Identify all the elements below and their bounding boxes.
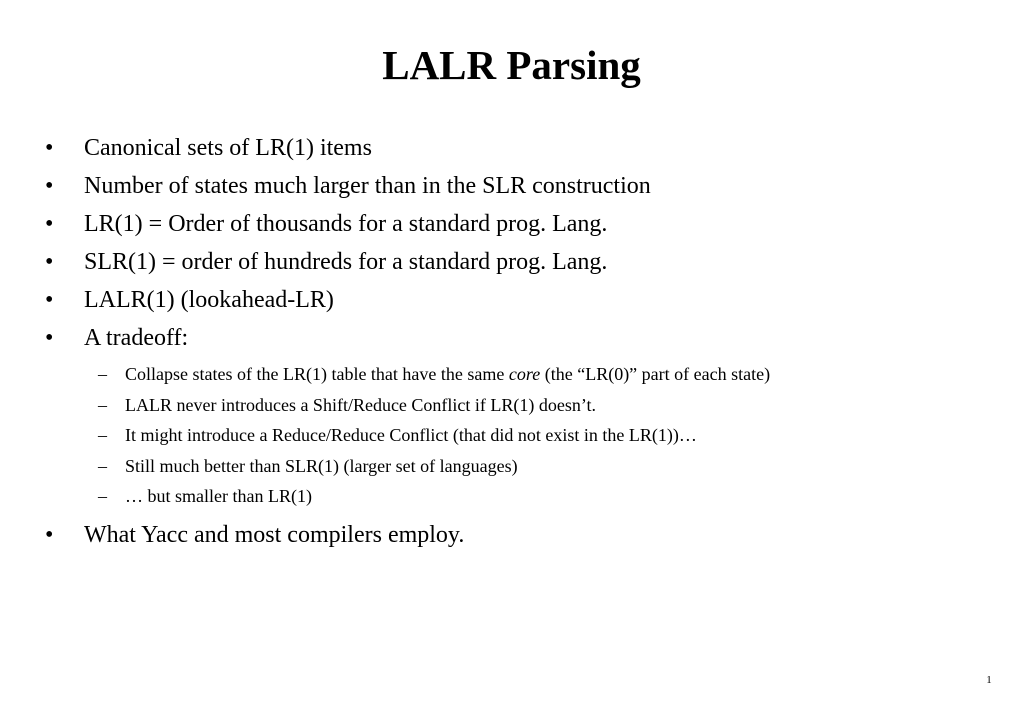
bullet-text: LR(1) = Order of thousands for a standard prog. Lang. [84,211,608,237]
sub-bullet-item [0,390,1023,421]
bullet-text: Canonical sets of LR(1) items [84,135,372,161]
bullet-item [0,319,1023,357]
bullet-marker: • [45,249,54,275]
sub-bullet-text: It might introduce a Reduce/Reduce Conflict (that did not exist in the LR(1))… [125,425,697,445]
sub-bullet-text-part: (the “LR(0)” part of each state) [540,364,771,384]
bullet-marker: • [45,173,54,199]
page-number: 1 [986,674,992,686]
dash-marker: – [98,425,107,445]
bullet-item [0,129,1023,167]
bullet-item [0,205,1023,243]
bullet-text: LALR(1) (lookahead-LR) [84,287,334,313]
sub-bullet-list [0,359,1023,512]
bullet-list [0,129,1023,554]
bullet-marker: • [45,287,54,313]
slide-title: LALR Parsing [382,42,641,88]
bullet-marker: • [45,211,54,237]
sub-bullet-text: Still much better than SLR(1) (larger set of languages) [125,455,518,476]
sub-bullet-item [0,420,1023,451]
dash-marker: – [98,455,107,476]
dash-marker: – [98,364,107,384]
emphasis-core: core [508,364,541,384]
bullet-marker: • [45,325,54,351]
sub-bullet-text: LALR never introduces a Shift/Reduce Conflict if LR(1) doesn’t. [125,394,597,415]
sub-bullet-text: … but smaller than LR(1) [125,486,312,506]
sub-bullet-text [125,359,770,389]
bullet-marker: • [45,521,54,548]
bullet-item [0,516,1023,554]
dash-marker: – [98,486,107,506]
bullet-text: SLR(1) = order of hundreds for a standard prog. Lang. [84,249,608,275]
bullet-text: Number of states much larger than in the SLR construction [84,173,651,199]
sub-bullet-item [0,481,1023,512]
sub-bullet-item [0,451,1023,482]
bullet-item [0,243,1023,281]
sub-bullet-text-part: Collapse states of the LR(1) table that have the same [125,364,509,384]
bullet-text: What Yacc and most compilers employ. [84,521,465,548]
bullet-text: A tradeoff: [84,325,189,351]
sub-bullet-item [0,359,1023,390]
sub-bullet-group [0,359,1023,512]
dash-marker: – [98,394,107,415]
bullet-item [0,281,1023,319]
bullet-marker: • [45,135,54,161]
bullet-item [0,167,1023,205]
